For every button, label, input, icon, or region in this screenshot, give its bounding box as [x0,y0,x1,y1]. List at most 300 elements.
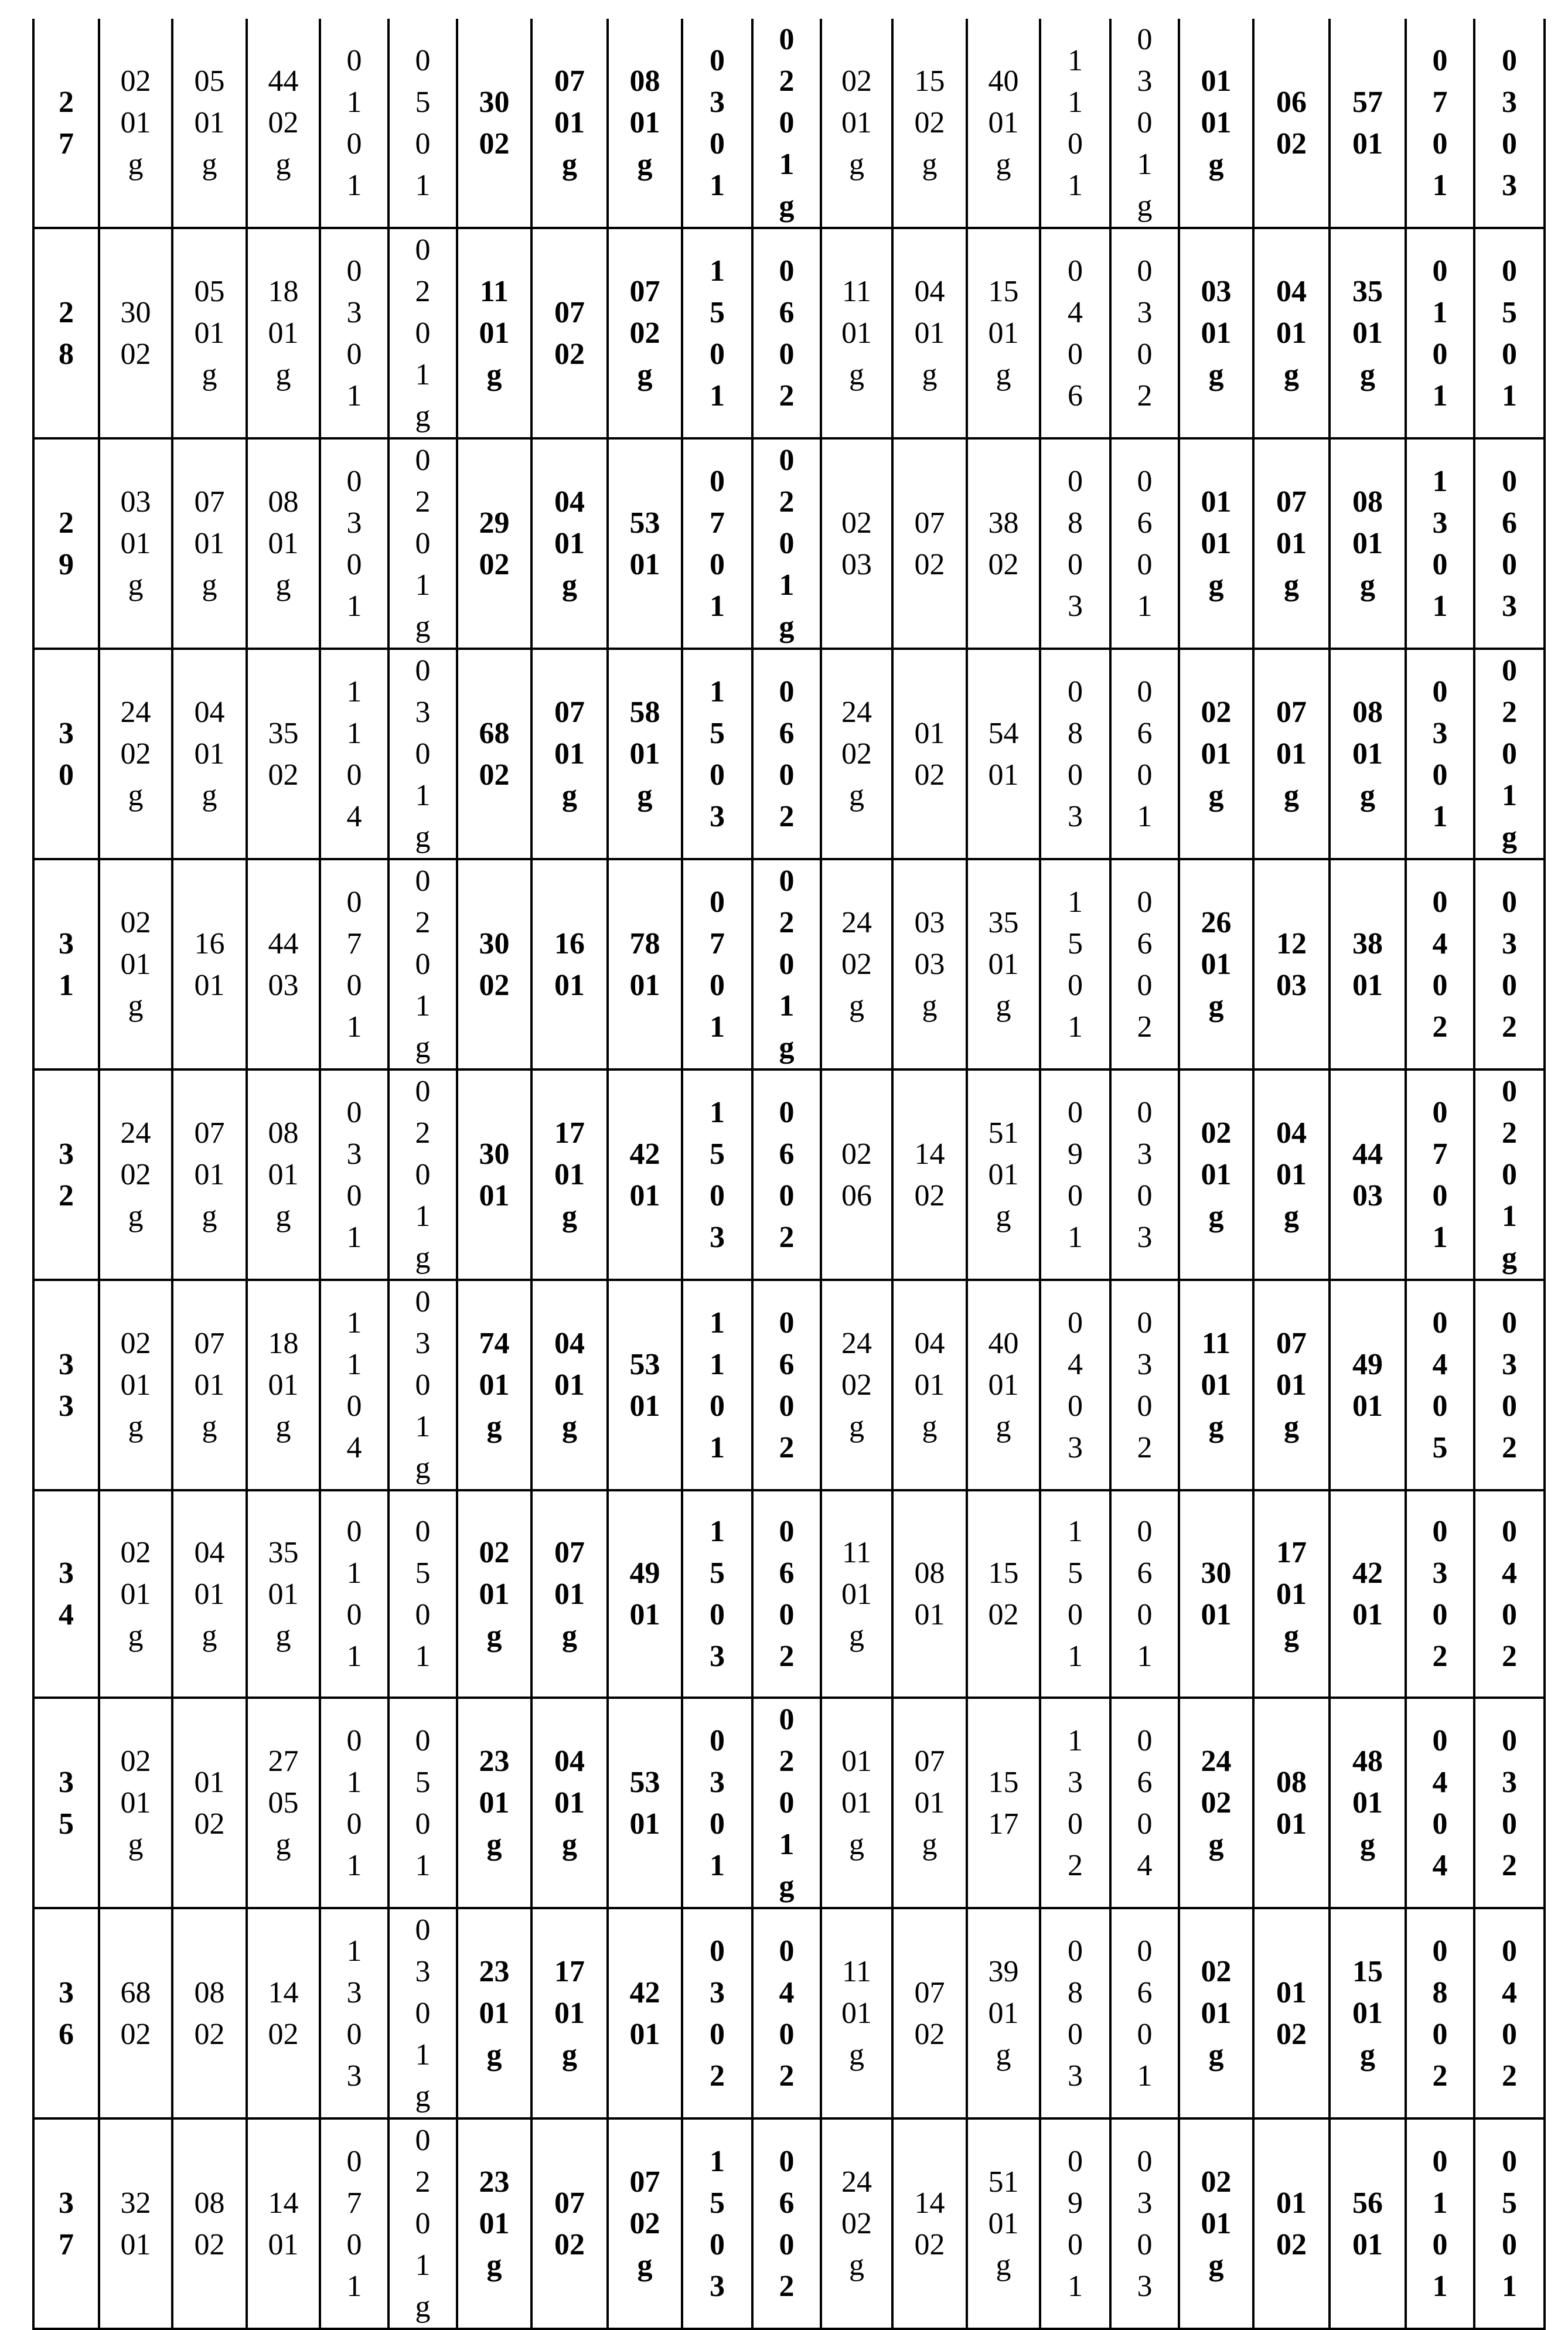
cell-value: 0101g [841,1740,872,1865]
cell-value: 7801 [630,923,660,1006]
cell-value: 0302 [1137,1302,1153,1469]
table-cell [752,1698,821,1908]
cell-value: 0201g [1201,1112,1232,1237]
cell-value: 0602 [1276,81,1307,165]
cell-value: 0801g [268,481,299,606]
table-cell [821,1069,892,1280]
table-cell [531,1908,608,2118]
cell-value: 1502g [915,60,945,185]
table-cell [1474,228,1545,438]
table-cell [99,649,172,859]
cell-value: 0201g [1502,650,1517,858]
cell-value: 0501 [1502,250,1517,417]
cell-value: 0201g [1201,2161,1232,2286]
cell-value: 1101 [1068,40,1083,206]
cell-value: 0201g [415,2120,431,2328]
table-cell [1179,228,1253,438]
cell-value: 0201g [121,1532,151,1657]
cell-value: 1701g [554,1112,585,1237]
table-cell [531,1280,608,1490]
row-number: 32 [59,1133,74,1217]
table-cell [1474,1280,1545,1490]
cell-value: 0201g [415,860,431,1068]
cell-value: 0301g [1201,271,1232,396]
cell-value: 0601 [1137,1511,1153,1677]
cell-value: 0201g [1201,1951,1232,2076]
cell-value: 0301g [415,1909,431,2117]
table-cell [457,1280,531,1490]
table-cell [247,1490,320,1698]
table-body [33,19,1545,2329]
table-cell [99,1280,172,1490]
cell-value: 0201g [779,440,795,648]
table-cell [1330,859,1406,1069]
cell-value: 0701 [1433,1092,1448,1258]
cell-value: 0201g [415,440,431,648]
cell-value: 0702g [630,271,660,396]
table-cell [1179,2118,1253,2329]
cell-value: 4901 [630,1552,660,1636]
table-cell [1040,649,1110,859]
table-cell [1110,1908,1179,2118]
table-cell [1179,19,1253,228]
cell-value: 0701g [195,1323,225,1447]
table-cell [821,859,892,1069]
table-cell [892,1908,967,2118]
row-number-cell [33,649,99,859]
cell-value: 1101g [841,1532,872,1657]
cell-value: 0801 [915,1552,945,1636]
cell-value: 1203 [1276,923,1307,1006]
cell-value: 0201g [779,1699,795,1907]
cell-value: 0803 [1068,461,1083,627]
table-cell [608,1908,682,2118]
table-cell [1040,438,1110,649]
table-cell [1474,438,1545,649]
table-cell [388,1908,457,2118]
cell-value: 1101g [479,271,510,396]
table-cell [1406,1490,1474,1698]
cell-value: 0301g [415,1281,431,1489]
cell-value: 0302 [710,1930,725,2097]
cell-value: 5101g [988,2161,1019,2286]
table-cell [821,2118,892,2329]
cell-value: 1601 [195,923,225,1006]
table-cell [967,1280,1040,1490]
table-cell [172,19,247,228]
cell-value: 0401g [195,691,225,816]
cell-value: 4201 [1352,1552,1383,1636]
table-cell [967,2118,1040,2329]
cell-value: 1801g [268,1323,299,1447]
table-cell [320,1698,388,1908]
table-cell [1474,1908,1545,2118]
table-row [33,1069,1545,1280]
cell-value: 0401g [1276,1112,1307,1237]
table-cell [967,1069,1040,1280]
table-cell [608,1069,682,1280]
table-cell [967,438,1040,649]
table-cell [531,1069,608,1280]
cell-value: 1501 [710,250,725,417]
table-cell [752,228,821,438]
table-cell [172,1280,247,1490]
cell-value: 0901 [1068,2141,1083,2307]
row-number: 31 [59,923,74,1006]
table-cell [752,1069,821,1280]
table-cell [682,1908,752,2118]
table-cell [821,438,892,649]
table-cell [682,2118,752,2329]
table-cell [821,1280,892,1490]
table-cell [388,19,457,228]
table-cell [99,1069,172,1280]
table-cell [457,438,531,649]
cell-value: 5601 [1352,2182,1383,2266]
cell-value: 0401g [554,1740,585,1865]
table-cell [1406,438,1474,649]
table-cell [247,1698,320,1908]
cell-value: 0602 [779,2141,795,2307]
cell-value: 0101 [347,1720,362,1886]
allele-data-table [32,19,1546,2330]
table-cell [1253,228,1330,438]
cell-value: 0801g [1352,691,1383,816]
table-cell [99,1908,172,2118]
cell-value: 0701g [1276,691,1307,816]
cell-value: 0501 [1502,2141,1517,2307]
cell-value: 0701g [195,1112,225,1237]
table-cell [608,438,682,649]
table-cell [1040,2118,1110,2329]
table-cell [172,1698,247,1908]
table-cell [1040,1908,1110,2118]
table-cell [967,1908,1040,2118]
cell-value: 0201g [121,1323,151,1447]
cell-value: 4201 [630,1133,660,1217]
table-cell [320,1490,388,1698]
table-cell [752,1280,821,1490]
cell-value: 0702g [630,2161,660,2286]
table-cell [682,1490,752,1698]
cell-value: 3502 [268,713,299,796]
row-number: 33 [59,1344,74,1427]
cell-value: 0501 [415,40,431,206]
table-cell [1330,1698,1406,1908]
cell-value: 0402 [1502,1930,1517,2097]
table-cell [172,438,247,649]
table-cell [531,649,608,859]
cell-value: 7401g [479,1323,510,1447]
table-cell [752,2118,821,2329]
table-cell [967,649,1040,859]
cell-value: 1101g [841,1951,872,2076]
cell-value: 1402 [268,1972,299,2055]
table-cell [247,19,320,228]
cell-value: 0701 [347,2141,362,2307]
table-cell [821,19,892,228]
cell-value: 1101g [1201,1323,1232,1447]
table-cell [99,228,172,438]
row-number-cell [33,228,99,438]
table-cell [1474,19,1545,228]
table-cell [388,1280,457,1490]
cell-value: 0501 [415,1511,431,1677]
cell-value: 5301 [630,502,660,585]
table-cell [1330,1280,1406,1490]
table-cell [892,1280,967,1490]
table-cell [967,1698,1040,1908]
table-row [33,1280,1545,1490]
cell-value: 0303 [1137,1092,1153,1258]
cell-value: 0201g [415,1071,431,1279]
table-cell [608,1280,682,1490]
table-cell [1330,19,1406,228]
cell-value: 0501g [195,60,225,185]
row-number-cell [33,19,99,228]
cell-value: 1501g [1352,1951,1383,2076]
cell-value: 4001g [988,60,1019,185]
table-cell [1406,649,1474,859]
row-number: 28 [59,292,74,375]
cell-value: 0203 [841,502,872,585]
table-cell [99,19,172,228]
table-cell [1330,1069,1406,1280]
table-cell [1406,1908,1474,2118]
table-cell [247,438,320,649]
row-number-cell [33,1280,99,1490]
cell-value: 2402g [841,2161,872,2286]
table-cell [682,649,752,859]
table-cell [388,1490,457,1698]
table-cell [752,1908,821,2118]
table-cell [320,1069,388,1280]
table-cell [1110,649,1179,859]
cell-value: 0602 [779,671,795,837]
cell-value: 0401g [195,1532,225,1657]
cell-value: 0302 [1433,1511,1448,1677]
table-cell [172,228,247,438]
table-row [33,2118,1545,2329]
cell-value: 0701g [195,481,225,606]
table-cell [1110,2118,1179,2329]
table-cell [892,438,967,649]
cell-value: 2402g [841,691,872,816]
table-cell [1179,1698,1253,1908]
table-cell [531,859,608,1069]
table-cell [1040,1069,1110,1280]
cell-value: 0701g [1276,1323,1307,1447]
table-row [33,19,1545,228]
cell-value: 2402g [841,902,872,1027]
cell-value: 0702 [915,502,945,585]
cell-value: 3802 [988,502,1019,585]
table-cell [892,1698,967,1908]
cell-value: 2402g [121,691,151,816]
table-cell [821,649,892,859]
table-cell [821,1908,892,2118]
cell-value: 3501g [988,902,1019,1027]
cell-value: 0301g [1137,19,1153,227]
table-cell [320,1280,388,1490]
cell-value: 1501 [1068,881,1083,1048]
cell-value: 3001 [479,1133,510,1217]
table-cell [320,859,388,1069]
cell-value: 4801g [1352,1740,1383,1865]
cell-value: 0201g [1201,691,1232,816]
cell-value: 0602 [779,1302,795,1469]
cell-value: 0302 [1137,250,1153,417]
cell-value: 0601 [1137,461,1153,627]
cell-value: 1701g [554,1951,585,2076]
table-cell [1040,1698,1110,1908]
cell-value: 4901 [1352,1344,1383,1427]
table-cell [1253,19,1330,228]
cell-value: 0802 [1433,1930,1448,2097]
table-cell [1474,1698,1545,1908]
cell-value: 1101 [710,1302,725,1469]
cell-value: 0701 [710,461,725,627]
cell-value: 0601 [1137,671,1153,837]
table-cell [1110,1490,1179,1698]
cell-value: 1517 [988,1762,1019,1845]
cell-value: 3801 [1352,923,1383,1006]
cell-value: 0401g [915,271,945,396]
table-cell [682,1069,752,1280]
table-cell [388,649,457,859]
table-cell [388,1069,457,1280]
row-number: 36 [59,1972,74,2055]
row-number: 34 [59,1552,74,1636]
table-cell [1179,1069,1253,1280]
cell-value: 0101 [347,1511,362,1677]
cell-value: 1302 [1068,1720,1083,1886]
cell-value: 0201g [779,19,795,227]
cell-value: 5101g [988,1112,1019,1237]
table-cell [1040,19,1110,228]
table-cell [752,438,821,649]
row-number: 29 [59,502,74,585]
cell-value: 0701g [915,1740,945,1865]
cell-value: 1503 [710,671,725,837]
table-cell [967,19,1040,228]
table-cell [608,1698,682,1908]
table-cell [531,1698,608,1908]
cell-value: 5801g [630,691,660,816]
cell-value: 0602 [779,1511,795,1677]
cell-value: 0101g [1201,481,1232,606]
cell-value: 0602 [779,250,795,417]
cell-value: 0301 [710,40,725,206]
table-cell [892,19,967,228]
cell-value: 6802 [121,1972,151,2055]
table-cell [1040,1280,1110,1490]
cell-value: 0201g [841,60,872,185]
table-cell [172,1490,247,1698]
table-cell [1474,649,1545,859]
cell-value: 0302 [1502,881,1517,1048]
table-row [33,1698,1545,1908]
cell-value: 2902 [479,502,510,585]
cell-value: 0901 [1068,1092,1083,1258]
cell-value: 2301g [479,1951,510,2076]
table-cell [1110,438,1179,649]
cell-value: 0402 [1433,881,1448,1048]
table-cell [892,2118,967,2329]
cell-value: 0701g [1276,481,1307,606]
cell-value: 1503 [710,1511,725,1677]
table-cell [752,1490,821,1698]
table-cell [1474,859,1545,1069]
table-cell [457,19,531,228]
table-cell [320,228,388,438]
table-cell [1040,1490,1110,1698]
table-cell [1330,649,1406,859]
row-number: 37 [59,2182,74,2266]
table-cell [99,859,172,1069]
cell-value: 0102 [915,713,945,796]
cell-value: 4402g [268,60,299,185]
cell-value: 0201g [1502,1071,1517,1279]
cell-value: 0201g [415,229,431,437]
row-number-cell [33,1490,99,1698]
cell-value: 0602 [779,1092,795,1258]
table-cell [247,228,320,438]
table-cell [457,228,531,438]
table-cell [1179,1280,1253,1490]
cell-value: 0601 [1137,1930,1153,2097]
table-cell [320,19,388,228]
cell-value: 1402 [915,1133,945,1217]
cell-value: 5701 [1352,81,1383,165]
table-cell [752,19,821,228]
table-cell [247,1908,320,2118]
table-cell [388,1698,457,1908]
cell-value: 0402 [779,1930,795,2097]
cell-value: 3001 [1201,1552,1232,1636]
table-cell [457,1908,531,2118]
table-cell [892,859,967,1069]
table-cell [752,649,821,859]
table-cell [320,438,388,649]
cell-value: 4201 [630,1972,660,2055]
table-cell [1110,228,1179,438]
cell-value: 3002 [121,292,151,375]
table-cell [821,1698,892,1908]
cell-value: 0604 [1137,1720,1153,1886]
table-cell [172,859,247,1069]
cell-value: 0404 [1433,1720,1448,1886]
cell-value: 0401g [554,481,585,606]
cell-value: 3501g [1352,271,1383,396]
table-row [33,1490,1545,1698]
table-cell [608,1490,682,1698]
table-cell [531,1490,608,1698]
cell-value: 0501g [195,271,225,396]
table-cell [1330,1490,1406,1698]
table-cell [1330,2118,1406,2329]
table-cell [967,859,1040,1069]
table-cell [1406,859,1474,1069]
cell-value: 0801g [1352,481,1383,606]
cell-value: 4403 [1352,1133,1383,1217]
cell-value: 1101g [841,271,872,396]
cell-value: 1503 [710,1092,725,1258]
cell-value: 0303 [1502,40,1517,206]
cell-value: 0301 [1433,671,1448,837]
table-cell [1253,1908,1330,2118]
table-cell [682,228,752,438]
